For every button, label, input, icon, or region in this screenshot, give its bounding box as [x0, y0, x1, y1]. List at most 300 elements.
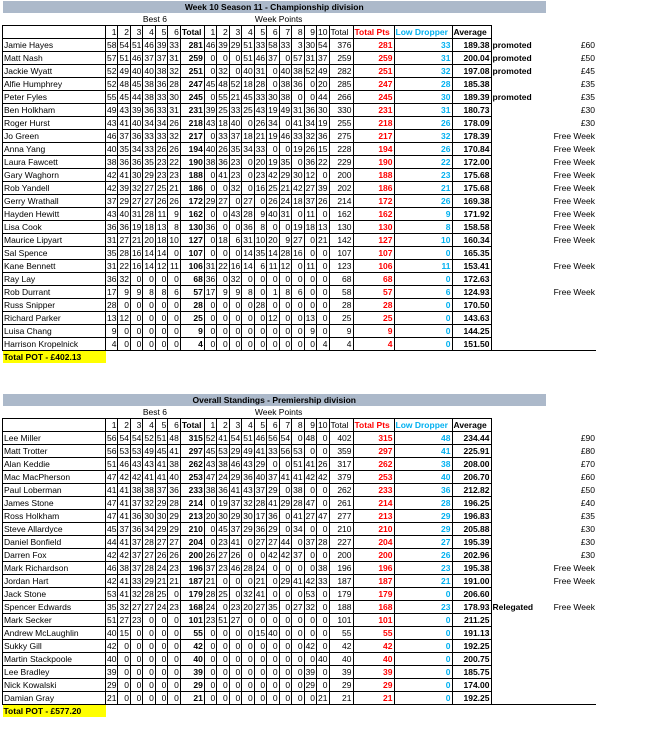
- best6-total: 186: [180, 182, 204, 195]
- week-score: 27: [218, 196, 228, 206]
- week-score: 28: [243, 563, 253, 573]
- week-score: 14: [268, 248, 278, 258]
- table-row: [3, 575, 597, 588]
- week-score: 55: [218, 92, 228, 102]
- week-score: 29: [305, 680, 316, 690]
- best6-score: 0: [118, 666, 130, 679]
- week-score: 0: [267, 653, 279, 666]
- player-name: Jordan Hart: [3, 575, 106, 588]
- best6-score: 4: [106, 338, 118, 351]
- week-score: 36: [205, 274, 216, 284]
- week-score: 43: [205, 459, 216, 469]
- best6-score: 9: [118, 286, 130, 299]
- week-score: 0: [317, 614, 329, 627]
- week-score: 0: [292, 666, 304, 679]
- low-dropper: 0: [394, 666, 452, 679]
- prize: [546, 273, 596, 286]
- best6-score: 28: [119, 248, 129, 258]
- week-score: 40: [255, 472, 266, 482]
- prize: [546, 325, 596, 338]
- week-score: 0: [204, 65, 216, 78]
- week-score: 0: [317, 484, 329, 497]
- week-score: 29: [243, 524, 253, 534]
- week-total: 202: [329, 182, 353, 195]
- week-score: 38: [293, 66, 303, 76]
- best6-total: 231: [180, 104, 204, 117]
- week-score: 0: [242, 575, 254, 588]
- week-score: 32: [243, 589, 253, 599]
- best6-score: 41: [119, 576, 129, 586]
- week-score: 23: [255, 170, 266, 180]
- week-score: 44: [280, 537, 291, 547]
- best6-score: 52: [107, 79, 117, 89]
- average: 212.82: [452, 484, 491, 497]
- best6-score: 57: [107, 53, 117, 63]
- best6-score: 42: [107, 183, 117, 193]
- table-row: [3, 208, 597, 221]
- average: 195.38: [452, 562, 491, 575]
- week-score: 29: [280, 576, 291, 586]
- best6-score: 0: [168, 325, 180, 338]
- status-label: [491, 549, 546, 562]
- week-score: 28: [318, 537, 328, 547]
- week-total: 101: [329, 614, 353, 627]
- premiership-table: [2, 394, 596, 717]
- total-pts: 251: [353, 65, 394, 78]
- week-score: 56: [268, 433, 278, 443]
- week-score: 0: [204, 130, 216, 143]
- week-score: 27: [293, 235, 303, 245]
- week-score: 42: [268, 550, 278, 560]
- best6-score: 56: [107, 433, 117, 443]
- week-score: 11: [304, 208, 316, 221]
- best6-total-header: Total: [180, 26, 204, 39]
- best6-score: 13: [156, 222, 167, 232]
- best6-score: 27: [131, 196, 142, 206]
- week-score: 0: [317, 445, 329, 458]
- table-row: [3, 312, 597, 325]
- week-score: 35: [230, 144, 241, 154]
- prize: [546, 614, 596, 627]
- week-score: 0: [229, 299, 241, 312]
- week-score: 37: [268, 53, 278, 63]
- week-score: 0: [279, 484, 291, 497]
- week-score: 27: [305, 183, 316, 193]
- status-label: [491, 653, 546, 666]
- best6-score: 53: [119, 446, 129, 456]
- low-dropper: 32: [394, 65, 452, 78]
- week-total: 28: [329, 299, 353, 312]
- week-score: 47: [205, 472, 216, 482]
- week-score: 0: [204, 52, 216, 65]
- best6-score: 37: [131, 550, 142, 560]
- week-total: 227: [329, 536, 353, 549]
- low-dropper: 0: [394, 325, 452, 338]
- status-label: [491, 692, 546, 705]
- prize: Free Week: [553, 209, 595, 219]
- best6-score: 25: [156, 589, 167, 599]
- best6-score: 27: [144, 196, 154, 206]
- best6-score: 38: [131, 485, 142, 495]
- player-name: James Stone: [3, 497, 106, 510]
- week-score: 0: [317, 299, 329, 312]
- spacer: [353, 13, 596, 26]
- best6-score: 27: [119, 615, 129, 625]
- prize: £35: [580, 79, 595, 89]
- low-dropper: 23: [394, 169, 452, 182]
- best6-score: 33: [131, 576, 142, 586]
- week-score: 41: [268, 498, 278, 508]
- average: 234.44: [452, 432, 491, 445]
- week-score: 43: [230, 209, 241, 219]
- status-label: [491, 510, 546, 523]
- best6-score: 32: [131, 589, 142, 599]
- best6-score: 28: [169, 498, 179, 508]
- week-score: 43: [205, 118, 216, 128]
- best6-score: 28: [169, 79, 179, 89]
- week-score: 19: [268, 105, 278, 115]
- best6-score: 33: [169, 40, 179, 50]
- week-total: 9: [329, 325, 353, 338]
- best6-score: 0: [155, 679, 167, 692]
- week-score: 0: [254, 653, 266, 666]
- best6-score: 11: [168, 260, 180, 273]
- total-pts: 107: [353, 247, 394, 260]
- week-score: 0: [217, 666, 229, 679]
- best6-score: 26: [169, 550, 179, 560]
- week-col-header: 7: [279, 419, 291, 432]
- best6-score: 31: [107, 235, 117, 245]
- best6-score: 54: [119, 40, 129, 50]
- best6-score: 14: [144, 261, 154, 271]
- best6-total: 213: [180, 510, 204, 523]
- week-score: 26: [205, 550, 216, 560]
- week-total: 214: [329, 195, 353, 208]
- best6-score: 39: [107, 667, 117, 677]
- best6-total: 245: [180, 91, 204, 104]
- week-score: 0: [317, 523, 329, 536]
- week-score: 0: [304, 91, 316, 104]
- best6-total: 28: [180, 299, 204, 312]
- best6-score: 45: [119, 92, 129, 102]
- week-score: 31: [305, 53, 316, 63]
- low-dropper: 38: [394, 458, 452, 471]
- week-score: 0: [279, 653, 291, 666]
- best6-score: 0: [143, 338, 155, 351]
- best6-score: 0: [168, 299, 180, 312]
- average: 189.38: [452, 39, 491, 52]
- week-score: 36: [218, 485, 228, 495]
- player-name: Paul Loberman: [3, 484, 106, 497]
- week-score: 0: [317, 273, 329, 286]
- best6-col-header: 5: [155, 26, 167, 39]
- status-label: [491, 286, 546, 299]
- week-score: 11: [304, 260, 316, 273]
- week-score: 0: [267, 221, 279, 234]
- total-pts: 200: [353, 549, 394, 562]
- best6-score: 0: [130, 325, 142, 338]
- best6-score: 36: [119, 222, 129, 232]
- week-score: 0: [267, 299, 279, 312]
- week-score: 51: [218, 615, 228, 625]
- best6-score: 21: [169, 183, 179, 193]
- low-dropper: 0: [394, 679, 452, 692]
- best6-total-header: Total: [180, 419, 204, 432]
- week-total: 359: [329, 445, 353, 458]
- best6-score: 36: [107, 222, 117, 232]
- week-score: 29: [268, 485, 278, 495]
- best6-score: 41: [119, 498, 129, 508]
- best6-score: 49: [107, 105, 117, 115]
- best6-score: 40: [131, 118, 142, 128]
- pot-row: [3, 705, 597, 718]
- best6-score: 37: [131, 498, 142, 508]
- best6-score: 42: [107, 641, 117, 651]
- week-score: 0: [279, 299, 291, 312]
- week-score: 0: [217, 52, 229, 65]
- prize: £30: [580, 537, 595, 547]
- status-label: [491, 523, 546, 536]
- best6-score: 14: [144, 248, 154, 258]
- week-score: 0: [279, 338, 291, 351]
- week-score: 22: [318, 157, 328, 167]
- week-score: 40: [243, 66, 253, 76]
- player-name: Jackie Wyatt: [3, 65, 106, 78]
- week-score: 0: [267, 65, 279, 78]
- best6-score: 31: [107, 261, 117, 271]
- week-score: 0: [229, 195, 241, 208]
- player-name: Alfie Humphrey: [3, 78, 106, 91]
- player-name: Richard Parker: [3, 312, 106, 325]
- best6-score: 26: [169, 196, 179, 206]
- best6-score: 23: [169, 170, 179, 180]
- total-pts: 186: [353, 182, 394, 195]
- best6-score: 0: [168, 312, 180, 325]
- week-score: 0: [279, 679, 291, 692]
- status-label: [491, 471, 546, 484]
- week-score: 15: [318, 144, 328, 154]
- average: 172.63: [452, 273, 491, 286]
- status-label: [491, 169, 546, 182]
- week-score: 41: [230, 537, 241, 547]
- best6-score: 0: [118, 692, 130, 705]
- best6-score: 28: [144, 537, 154, 547]
- status-label: [491, 640, 546, 653]
- week-score: 40: [268, 628, 278, 638]
- week-score: 0: [204, 182, 216, 195]
- week-score: 21: [318, 235, 328, 245]
- total-pts: 9: [353, 325, 394, 338]
- week-score: 28: [243, 209, 253, 219]
- player-name: Anna Yang: [3, 143, 106, 156]
- week-score: 24: [280, 196, 291, 206]
- status-label: [491, 78, 546, 91]
- week-score: 0: [279, 666, 291, 679]
- best6-score: 8: [143, 286, 155, 299]
- best6-score: 53: [107, 589, 117, 599]
- best6-score: 38: [144, 92, 154, 102]
- average: 172.00: [452, 156, 491, 169]
- best6-score: 36: [131, 131, 142, 141]
- average: 192.25: [452, 692, 491, 705]
- player-name: Jack Stone: [3, 588, 106, 601]
- week-score: 36: [205, 222, 216, 232]
- best6-score: 31: [169, 105, 179, 115]
- best6-score: 18: [144, 222, 154, 232]
- best6-col-header: 3: [130, 419, 142, 432]
- week-score: 0: [292, 273, 304, 286]
- week-score: 29: [230, 446, 241, 456]
- week-total: 376: [329, 39, 353, 52]
- best6-score: 0: [168, 614, 180, 627]
- status-label: [491, 575, 546, 588]
- week-score: 25: [218, 105, 228, 115]
- week-score: 20: [268, 235, 278, 245]
- week-score: 0: [242, 312, 254, 325]
- table-row: [3, 130, 597, 143]
- table-row: [3, 247, 597, 260]
- week-score: 12: [268, 313, 278, 323]
- low-dropper: 0: [394, 588, 452, 601]
- week-score: 32: [305, 602, 316, 612]
- week-score: 18: [305, 222, 316, 232]
- best6-score: 0: [155, 653, 167, 666]
- low-dropper: 21: [394, 575, 452, 588]
- week-score: 34: [243, 144, 253, 154]
- best6-score: 0: [155, 614, 167, 627]
- spacer: [106, 705, 597, 718]
- week-score: 45: [218, 524, 228, 534]
- week-total: 255: [329, 117, 353, 130]
- total-pts-header: Total Pts: [353, 26, 394, 39]
- week-score: 38: [205, 157, 216, 167]
- status-label: promoted: [492, 40, 532, 50]
- best6-score: 37: [119, 524, 129, 534]
- low-dropper: 21: [394, 182, 452, 195]
- best6-score: 40: [169, 472, 179, 482]
- status-label: [491, 679, 546, 692]
- total-pts: 233: [353, 484, 394, 497]
- average: 180.73: [452, 104, 491, 117]
- week-score: 43: [255, 105, 266, 115]
- best6-total: 168: [180, 601, 204, 614]
- week-score: 0: [279, 627, 291, 640]
- week-score: 27: [305, 511, 316, 521]
- best6-score: 23: [169, 602, 179, 612]
- best6-score: 45: [131, 79, 142, 89]
- average: 170.50: [452, 299, 491, 312]
- week-total: 29: [329, 679, 353, 692]
- week-score: 52: [305, 66, 316, 76]
- player-name: Sal Spence: [3, 247, 106, 260]
- player-name: Hayden Hewitt: [3, 208, 106, 221]
- total-pts: 259: [353, 52, 394, 65]
- week-score: 0: [217, 221, 229, 234]
- week-score: 9: [217, 286, 229, 299]
- player-name: Jo Green: [3, 130, 106, 143]
- table-row: [3, 653, 597, 666]
- week-score: 41: [280, 472, 291, 482]
- low-dropper: 23: [394, 562, 452, 575]
- week-score: 23: [205, 615, 216, 625]
- week-score: 19: [293, 144, 303, 154]
- week-score: 0: [204, 325, 216, 338]
- week-score: 20: [243, 602, 253, 612]
- best6-total: 262: [180, 458, 204, 471]
- week-total: 402: [329, 432, 353, 445]
- week-score: 23: [230, 602, 241, 612]
- week-score: 1: [267, 286, 279, 299]
- status-label: [491, 182, 546, 195]
- player-name: Lee Bradley: [3, 666, 106, 679]
- prize: Free Week: [553, 170, 595, 180]
- week-total: 187: [329, 575, 353, 588]
- total-pts: 231: [353, 104, 394, 117]
- table-row: [3, 169, 597, 182]
- week-score: 0: [304, 78, 316, 91]
- title-row: [3, 394, 597, 406]
- best6-col-header: 6: [168, 419, 180, 432]
- week-score: 0: [279, 692, 291, 705]
- best6-total: 259: [180, 52, 204, 65]
- prize: Free Week: [553, 157, 595, 167]
- week-score: 31: [255, 66, 266, 76]
- week-score: 0: [217, 575, 229, 588]
- week-score: 0: [204, 666, 216, 679]
- table-row: [3, 273, 597, 286]
- week-points-label: Week Points: [254, 14, 303, 24]
- player-name: Damian Gray: [3, 692, 106, 705]
- best6-score: 48: [119, 79, 129, 89]
- best6-score: 51: [131, 40, 142, 50]
- week-score: 0: [217, 601, 229, 614]
- table-row: [3, 39, 597, 52]
- week-score: 0: [217, 653, 229, 666]
- best6-score: 35: [107, 248, 117, 258]
- low-dropper-header: Low Dropper: [394, 26, 452, 39]
- week-score: 46: [255, 433, 266, 443]
- week-score: 21: [255, 576, 266, 586]
- week-col-header: 5: [254, 26, 266, 39]
- best6-score: 37: [144, 53, 154, 63]
- week-score: 0: [254, 338, 266, 351]
- week-score: 46: [255, 53, 266, 63]
- best6-total: 9: [180, 325, 204, 338]
- week-score: 33: [293, 131, 303, 141]
- week-col-header: 9: [304, 419, 316, 432]
- prize: Free Week: [553, 602, 595, 612]
- week-score: 21: [255, 131, 266, 141]
- week-score: 35: [280, 157, 291, 167]
- best6-score: 34: [131, 144, 142, 154]
- table-row: [3, 445, 597, 458]
- player-name: Alan Keddie: [3, 458, 106, 471]
- table-row: [3, 143, 597, 156]
- average-header: Average: [452, 26, 491, 39]
- total-pts: 262: [353, 458, 394, 471]
- best6-score: 0: [130, 679, 142, 692]
- week-score: 0: [242, 627, 254, 640]
- best6-score: 23: [156, 170, 167, 180]
- best6-total: 188: [180, 169, 204, 182]
- best6-total: 55: [180, 627, 204, 640]
- week-score: 18: [218, 235, 228, 245]
- total-pts: 172: [353, 195, 394, 208]
- low-dropper: 31: [394, 104, 452, 117]
- prize: [546, 666, 596, 679]
- best6-col-header: 2: [118, 26, 130, 39]
- best6-total: 217: [180, 130, 204, 143]
